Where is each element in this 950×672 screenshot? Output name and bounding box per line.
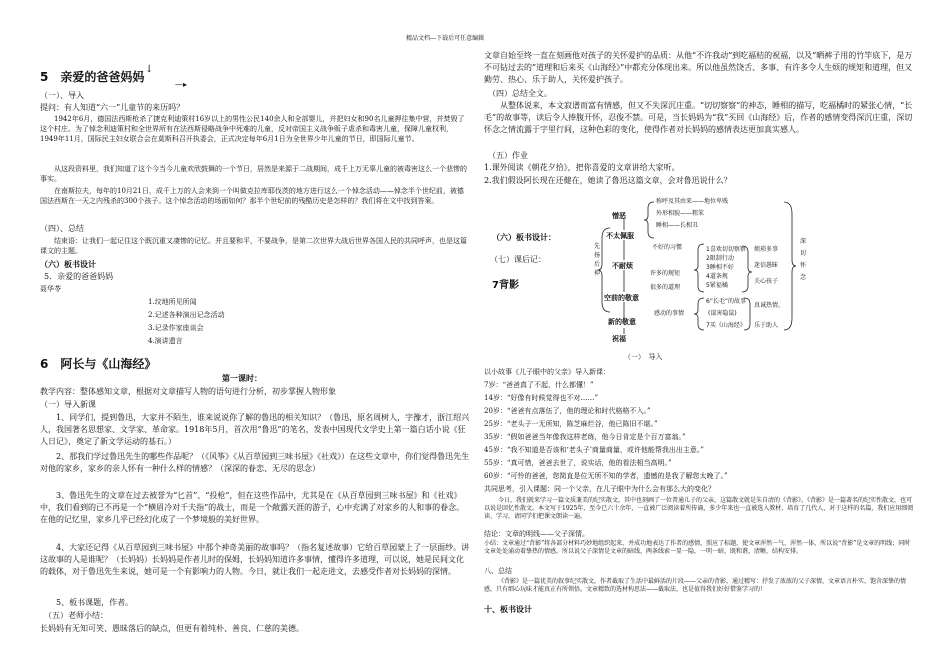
diagram-stage2-item: 4道条规 xyxy=(706,273,728,280)
lesson5-title: 5 亲爱的爸爸妈妈 xyxy=(40,70,145,84)
diagram-stage-5: 新的敬意 xyxy=(608,318,636,326)
s5-paragraph-1: 1942年6月，德国法西斯枪杀了捷克利迪策村16岁以上的男性公民140余人和全部婴儿，并把妇女和90名儿童押往集中营，并焚毁了这个村庄。为了悼念利迪策村和全世界所有在法西斯侵略战争中死难的儿童，反对帝国主义战争贩子虐杀和毒害儿童，保障儿童权利，1949年11月，国际民主妇女联合会在莫斯科召开执委会，正式决定每年6月1日为全世界少年儿童的节日，即国际儿童节。 xyxy=(40,115,465,143)
s6-paragraph-2: 2、那我们学过鲁迅先生的哪些作品呢？（《风筝》《从百草园到三味书屋》《社戏》）在这些文章中，你们觉得鲁迅先生对他的家乡，家乡的亲人怀有一种什么样的情感？（深深的眷恋、无尽的思念） xyxy=(40,452,470,473)
s6-goal: 教学内容：整体感知文章，根据对文章描写人物的语句进行分析，初步掌握人物形象 xyxy=(40,387,336,396)
cursor-arrow-icon: ↓ xyxy=(145,64,154,75)
s5-board-item: 3.记录作家座谈会 xyxy=(148,324,204,332)
s5-paragraph-2: 从这段资料里，我们知道了这个今当今儿童欢欣鼓舞的一个节日，居然是来源于二战期间，成千上万无辜儿童的被毒害这么一个悲惨的事实。 xyxy=(40,165,467,183)
diagram-far-right-char: 切 xyxy=(800,250,807,257)
diagram-far-right-char: 深 xyxy=(800,238,807,245)
diagram-far-right-char: 念 xyxy=(800,274,807,281)
r-homework-heading: （五）作业 xyxy=(488,151,528,160)
s7-quote-line: 35岁：“假如爸爸当年像我这样老练，他今日肯定是个百万富翁。” xyxy=(484,433,686,441)
diagram-far-right-char: 怀 xyxy=(800,262,807,269)
s7-quote-line: 25岁：“老头子一无所知，陈芝麻烂谷，他已陈旧不堪。” xyxy=(484,420,658,428)
s7-quote-line: 14岁：“好像有时候觉得也不对……” xyxy=(484,394,599,402)
diagram-stage4-item: 6“长毛”的故事 xyxy=(706,298,747,305)
diagram-stage-3: 不耐烦 xyxy=(612,262,633,270)
r-summary-heading: （四）总结全文。 xyxy=(488,89,552,98)
s6-paragraph-4: 4、大家还记得《从百草园到三味书屋》中那个神奇美丽的故事吗？（指名复述故事）它给百草园蒙上了一层面纱。讲这故事的人是谁呢？（长妈妈）长妈妈是作者儿时的保姆，长妈妈知道许多事情，懂得许多道理，可以说，她是民间文化的载体，对于鲁迅先生来说，她可是一个有影响力的人物。今日，就让我们一起走进文，去感受作者对长妈妈的深情。 xyxy=(40,543,470,576)
s7-quote-line: 55岁：“真可惜，爸爸去世了，说实话，他的看法相当高明。” xyxy=(484,459,672,467)
s7-summary-small: 小结：文章通过“背影”将各部分材料巧妙地组织起来，并成功地表达了作者的感情，照应了标题，使文章浑然一气，浑然一体，所以说“背影”是文章的明线；同时文章处处涌动着挚热的情感，所以说父子深情是文章的暗线，两条线索一显一隐，一明一暗，既和谐，清晰，结构安排。 xyxy=(484,540,911,555)
s7-main-thread: 结论：文章的明线——父子深情。 xyxy=(484,530,589,538)
s5-question: 提问：有人知道“六一”儿童节的来历吗？ xyxy=(40,103,185,112)
diagram-stage4-trait: 乐于助人 xyxy=(754,322,779,329)
s5-board-heading: （六）板书设计 xyxy=(40,260,96,269)
lesson7-title: 7背影 xyxy=(492,280,519,291)
diagram-stage4-label: 感动的事情 xyxy=(654,310,685,317)
diagram-stage4-item: 7买《山海经》 xyxy=(706,322,746,329)
diagram-stage2-trait: 迷信愚昧 xyxy=(754,262,779,269)
s7-quote-line: 60岁：“可怜的爸爸，您简直是位无所不知的学者，遗憾的是我了解您太晚了。” xyxy=(484,472,728,480)
diagram-stage2-trait: 关心孩子 xyxy=(754,278,779,285)
s7-quote-line: 45岁：“我不知道是否该和‘老头子’商量商量，或许他能帮我出出主意。” xyxy=(484,446,705,454)
s7-quote-line: 7岁：“爸爸真了不起，什么都懂！” xyxy=(484,381,594,389)
s5-board-item: 4.演讲遗言 xyxy=(148,337,183,345)
diagram-stage2-item: 3睡相不好 xyxy=(706,264,734,271)
s5-board-title: 5．亲爱的爸爸妈妈 xyxy=(44,272,114,281)
r-afterword-heading: （七）课后记： xyxy=(490,255,546,264)
diagram-stage4-trait: 真诚热情、 xyxy=(754,302,785,309)
s5-board-item: 1.坟地所见所闻 xyxy=(148,298,197,306)
diagram-stage-4: 空前的敬意 xyxy=(604,294,639,302)
diagram-stage-6: 祝福 xyxy=(612,335,626,343)
s6-teacher-summary: 长妈妈有无知可笑、愚昧落后的缺点，但更有着纯朴、善良、仁慈的美德。 xyxy=(40,624,304,633)
r-homework-2: 2.我们假设阿长现在还健在，她读了鲁迅这篇文章，会对鲁迅说什么？ xyxy=(484,176,732,185)
s7-quote-line: 20岁：“爸爸有点落伍了，他的理论和时代格格不入。” xyxy=(484,407,651,415)
diagram-stage1-note: 睡相——长相丑 xyxy=(656,222,699,229)
diagram-stage4-item: (谋害隐鼠) xyxy=(708,310,737,317)
s6-lesson-label: 第一课时： xyxy=(222,374,262,383)
diagram-stage1-note: 称呼及其由来——地位卑贱 xyxy=(656,198,729,205)
r-homework-1: 1.课外阅读《朝花夕拾》，把你喜爱的文章讲给大家听。 xyxy=(484,163,680,172)
s7-summary: 《背影》是一篇优美的叙事纪实散文。作者截取了生活中最鲜活的片段——父亲的背影，通过精写：抒发了浓浓的父子深情，文章语言朴实，饱含深挚的情感，只有细心玩味才能真正有所领悟。文章精致的选材构思法——截取法，也是值得我们好好借鉴学习的！ xyxy=(484,578,907,593)
s7-paragraph-1: 今日，我们就来学习一篇文质兼美的纪实散文，其中也刻画了一位普通儿子的父亲，这篇散文就是朱自清的《背影》。《背影》是一篇著名的纪实性散文，也可以说是回忆性散文。本文写于1925年，至今已六十余年，一直被广泛阅读着所传诵，多少年来也一直被选入教材，培育了几代人，对于这样的名篇，我们应用细阅读、学习，请同学们把课文朗读一遍。 xyxy=(484,497,914,520)
s6-paragraph-1: 1、同学们，提到鲁迅，大家并不陌生，谁来说说你了解的鲁迅的相关知识？（鲁迅，原名周树人，字豫才，浙江绍兴人，我国著名思想家、文学家、革命家。1918年5月，首次用“鲁迅”的笔名，发表中国现代文学史上第一篇白话小说《狂人日记》，奠定了新文学运动的基石。） xyxy=(40,413,470,446)
s7-board-heading: 十、板书设计 xyxy=(484,605,532,614)
s7-question: 共同思考，引入课题：同一个父亲，在儿子眼中为什么会有那么大的变化？ xyxy=(484,485,715,493)
s5-intro-heading: （一）、导入 xyxy=(40,91,84,100)
s6-teacher-summary-heading: （五）老师小结： xyxy=(44,611,108,620)
s5-board-item: 2.记述各种演出记念活动 xyxy=(148,311,225,319)
s6-intro-heading: （一）导入新课 xyxy=(40,400,96,409)
diagram-stage-1: 憎恶 xyxy=(612,212,626,220)
s5-summary: 结束语：让我们一起记住这个既沉重又凄惨的记忆。并且要和平，不要战争，是第二次世界大战后世界各国人民的共同呼声，也是这篇课文的主题。 xyxy=(40,237,467,255)
s5-summary-heading: （四）、总结 xyxy=(40,224,84,233)
diagram-stage2-item: 2限制行动 xyxy=(706,255,734,262)
s5-paragraph-3: 在南斯拉夫，每年的10月21日，成千上万的人会来到一个叫做克拉库耶伐茨的地方进行这么一个悼念活动——悼念半个世纪前，被德国法西斯在一天之内残杀的300个孩子。这个悼念活动的场面如何？那半个世纪前的残酷历史是怎样的？我们将在文中找到答案。 xyxy=(40,187,464,205)
s5-board-author: 聂华苓 xyxy=(40,285,61,293)
s7-intro-heading: （一） 导入 xyxy=(624,353,663,361)
diagram-stage2-item: 1喜欢切切察察 xyxy=(706,246,746,253)
lesson6-title: 6 阿长与《山海经》 xyxy=(40,357,157,371)
header-note: 精品文档---下载后可任意编辑 xyxy=(406,35,485,42)
diagram-left-label: 先扬后抑 xyxy=(594,243,601,277)
diagram-stage1-note: 外形相貌——粗笨 xyxy=(656,210,705,217)
r-paragraph-1: 文章自始至终一直在刻画他对孩子的关怀爱护的品质：从他“不许我动”到吃福桔的祝福，以及“晒裤子用的竹竿底下，是万不可钻过去的”道理和后来买《山海经》”中都充分体现出来。所以他虽然饶舌、多事、有许多令人生烦的规矩和道理，但又勤劳、热心、乐于助人，关怀爱护孩子。 xyxy=(484,51,913,84)
r-board-heading: （六）板书设计： xyxy=(492,233,556,242)
diagram-stage2-trait: 烦琐多事 xyxy=(754,246,779,253)
board-diagram xyxy=(594,194,844,344)
s6-paragraph-3: 3、鲁迅先生的文章在过去被誉为“匕首”、“投枪”，但在这些作品中，尤其是在《从百草园到三味书屋》和《社戏》中，我们看到的已不再是一个“横眉冷对千夫指”的战士，而是一个敞露天涯的游子，心中充满了对家乡的人和事的眷念。在他的记忆里，家乡几乎已经幻化成了一个梦境般的美好世界。 xyxy=(40,491,465,524)
diagram-stage3-label: 许多的规矩 xyxy=(650,270,681,277)
r-paragraph-2: 从整体说来，本文寂谱而富有情感，但又不失深沉庄重。“切切察察”的神态，睡相的描写，吃福橘时的紧张心情，“长毛”的故事等，读后令人捧腹开怀，忍俊不禁。可是，当长妈妈为“我”买回《山海经》后，作者的感情变得深沉庄重，深切怀念之情流露于字里行间，这种色彩的变化，使得作者对长妈妈的感情表达更加真实感人。 xyxy=(484,101,913,134)
s6-paragraph-5: 5、板书课题，作者。 xyxy=(56,598,134,607)
arrow-line-icon: —▸ xyxy=(175,80,188,89)
diagram-stage-2: 不太佩服 xyxy=(606,232,634,240)
s7-lead: 以小故事《儿子眼中的父亲》导入新课： xyxy=(484,368,610,376)
diagram-stage2-item: 5紧福橘 xyxy=(706,282,728,289)
diagram-stage2-label: 不好的习惯 xyxy=(652,244,683,251)
diagram-stage3-label: 很多的道理 xyxy=(650,284,681,291)
s7-summary-heading: 八、总结 xyxy=(484,567,512,575)
